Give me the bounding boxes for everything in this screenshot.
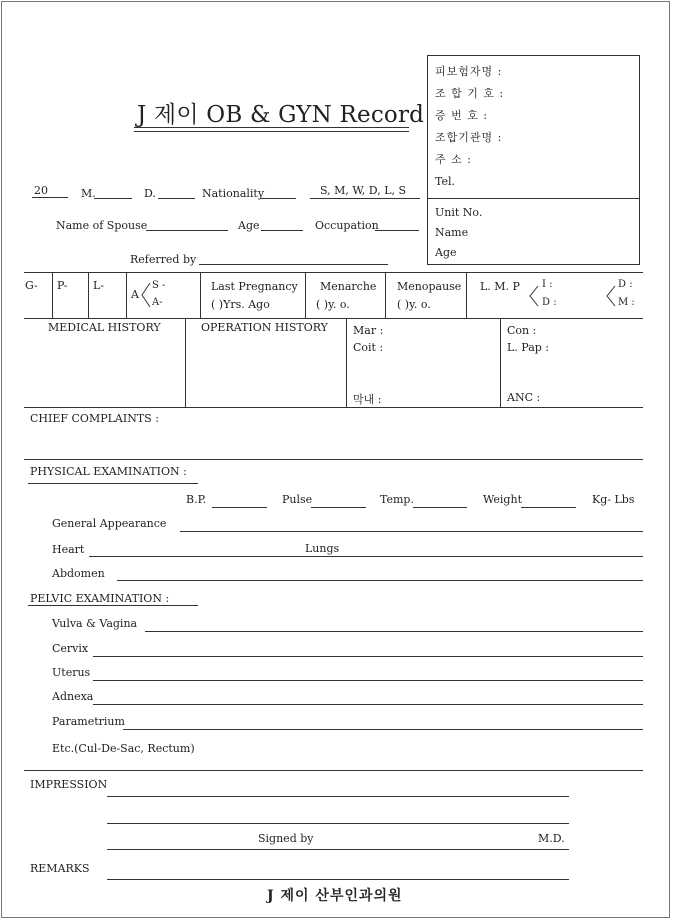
spontaneous-label: S - — [152, 280, 166, 291]
day-field[interactable] — [158, 198, 195, 199]
medical-history-label: MEDICAL HISTORY — [48, 321, 161, 334]
operation-history-label: OPERATION HISTORY — [201, 321, 328, 334]
parametrium-label: Parametrium — [52, 715, 125, 728]
lpap-label: L. Pap : — [507, 341, 550, 354]
bp-field[interactable] — [212, 507, 267, 508]
occupation-field[interactable] — [375, 230, 419, 231]
divider-lastpreg — [305, 272, 306, 318]
signed-by-label: Signed by — [258, 832, 314, 845]
lmp-d-label: D : — [542, 297, 557, 308]
unit-no-label: Unit No. — [435, 206, 483, 219]
uterus-label: Uterus — [52, 666, 91, 679]
lmp-bracket — [528, 284, 540, 308]
spouse-label: Name of Spouse — [56, 219, 148, 232]
unit-name-label: Name — [435, 226, 469, 239]
year-prefix: 20 — [34, 184, 48, 197]
impression-label: IMPRESSION — [30, 778, 108, 791]
con-label: Con : — [507, 324, 537, 337]
cervix-field[interactable] — [93, 656, 643, 657]
vulva-field[interactable] — [145, 631, 643, 632]
divider-mar — [500, 318, 501, 407]
insured-name-label: 피보험자명 : — [435, 65, 503, 78]
divider-medical — [185, 318, 186, 407]
heart-lungs-field[interactable] — [89, 556, 643, 557]
remarks-label: REMARKS — [30, 862, 90, 875]
abortion-bracket — [140, 281, 152, 309]
heart-label: Heart — [52, 543, 85, 556]
remarks-field[interactable] — [107, 879, 569, 880]
divider-operation — [346, 318, 347, 407]
month-field[interactable] — [94, 198, 132, 199]
referred-field[interactable] — [199, 264, 388, 265]
title-underline-2 — [134, 131, 409, 132]
lmp-m-label: M : — [618, 297, 635, 308]
pulse-field[interactable] — [311, 507, 366, 508]
obstetric-row-bottom — [24, 318, 643, 319]
chief-complaints-label: CHIEF COMPLAINTS : — [30, 412, 159, 425]
obstetric-row-top — [24, 272, 643, 273]
lmp-label: L. M. P — [480, 280, 520, 293]
title-underline-1 — [134, 127, 409, 128]
general-appearance-field[interactable] — [180, 531, 643, 532]
anc-label: ANC : — [507, 391, 541, 404]
nationality-label: Nationality — [202, 187, 265, 200]
temp-label: Temp. — [380, 493, 414, 506]
tel-label: Tel. — [435, 175, 456, 188]
pelvic-exam-underline — [28, 605, 198, 606]
mar-label: Mar : — [353, 324, 384, 337]
unit-age-label: Age — [435, 246, 457, 259]
impression-line-1[interactable] — [107, 796, 569, 797]
physical-exam-title: PHYSICAL EXAMINATION : — [30, 465, 187, 478]
living-label: L- — [93, 279, 105, 292]
year-field[interactable] — [32, 197, 68, 198]
lmp-d2-label: D : — [618, 279, 633, 290]
parametrium-field[interactable] — [123, 729, 643, 730]
menopause-label: Menopause — [397, 280, 462, 293]
lungs-label: Lungs — [305, 542, 340, 555]
vulva-label: Vulva & Vagina — [52, 617, 138, 630]
spouse-age-label: Age — [238, 219, 260, 232]
adnexa-field[interactable] — [93, 704, 643, 705]
coit-label: Coit : — [353, 341, 384, 354]
divider-g — [52, 272, 53, 318]
divider-menarche — [385, 272, 386, 318]
abortion-label: A — [131, 288, 139, 301]
temp-field[interactable] — [413, 507, 467, 508]
divider-p — [88, 272, 89, 318]
day-label: D. — [144, 187, 156, 200]
kg-lbs-label: Kg- Lbs — [592, 493, 635, 506]
menarche-age-field[interactable]: ( )y. o. — [316, 298, 350, 311]
para-label: P- — [57, 279, 68, 292]
union-code-label: 조 합 기 호 : — [435, 87, 505, 100]
spouse-field[interactable] — [146, 230, 228, 231]
pulse-label: Pulse — [282, 493, 313, 506]
bp-label: B.P. — [186, 493, 207, 506]
pelvic-bottom — [24, 770, 643, 771]
spouse-age-field[interactable] — [261, 230, 303, 231]
divider-l — [126, 272, 127, 318]
occupation-label: Occupation — [315, 219, 379, 232]
weight-label: Weight — [483, 493, 522, 506]
complaints-bottom — [24, 459, 643, 460]
referred-label: Referred by — [130, 253, 197, 266]
address-label: 주 소 : — [435, 153, 472, 166]
marital-status: S, M, W, D, L, S — [320, 184, 407, 197]
abdomen-label: Abdomen — [52, 567, 105, 580]
gravida-label: G- — [25, 279, 38, 292]
form-title: J 제이 OB & GYN Record — [137, 102, 425, 128]
month-label: M. — [81, 187, 96, 200]
lmp-i-label: I : — [542, 279, 553, 290]
insured-box-divider — [428, 198, 639, 199]
abdomen-field[interactable] — [117, 580, 643, 581]
nationality-field[interactable] — [260, 198, 296, 199]
divider-a — [200, 272, 201, 318]
yrs-ago-field[interactable]: ( )Yrs. Ago — [211, 298, 270, 311]
history-bottom — [24, 407, 643, 408]
cervix-label: Cervix — [52, 642, 89, 655]
weight-field[interactable] — [521, 507, 576, 508]
clinic-name: J 제이 산부인과의원 — [267, 888, 403, 904]
lmp-bracket-2 — [605, 284, 617, 308]
impression-line-2[interactable] — [107, 823, 569, 824]
physical-exam-underline — [28, 483, 198, 484]
last-pregnancy-label: Last Pregnancy — [211, 280, 298, 293]
md-label: M.D. — [538, 832, 565, 845]
pelvic-exam-title: PELVIC EXAMINATION : — [30, 592, 170, 605]
makne-label: 막내 : — [353, 393, 382, 406]
menarche-label: Menarche — [320, 280, 377, 293]
menopause-age-field[interactable]: ( )y. o. — [397, 298, 431, 311]
marital-status-underline — [310, 198, 420, 199]
union-org-label: 조합기관명 : — [435, 131, 503, 144]
uterus-field[interactable] — [93, 680, 643, 681]
divider-menopause — [466, 272, 467, 318]
signature-line[interactable] — [107, 849, 569, 850]
general-appearance-label: General Appearance — [52, 517, 167, 530]
card-number-label: 증 번 호 : — [435, 109, 489, 122]
artificial-label: A- — [152, 297, 163, 308]
etc-label: Etc.(Cul-De-Sac, Rectum) — [52, 742, 195, 755]
adnexa-label: Adnexa — [52, 690, 94, 703]
